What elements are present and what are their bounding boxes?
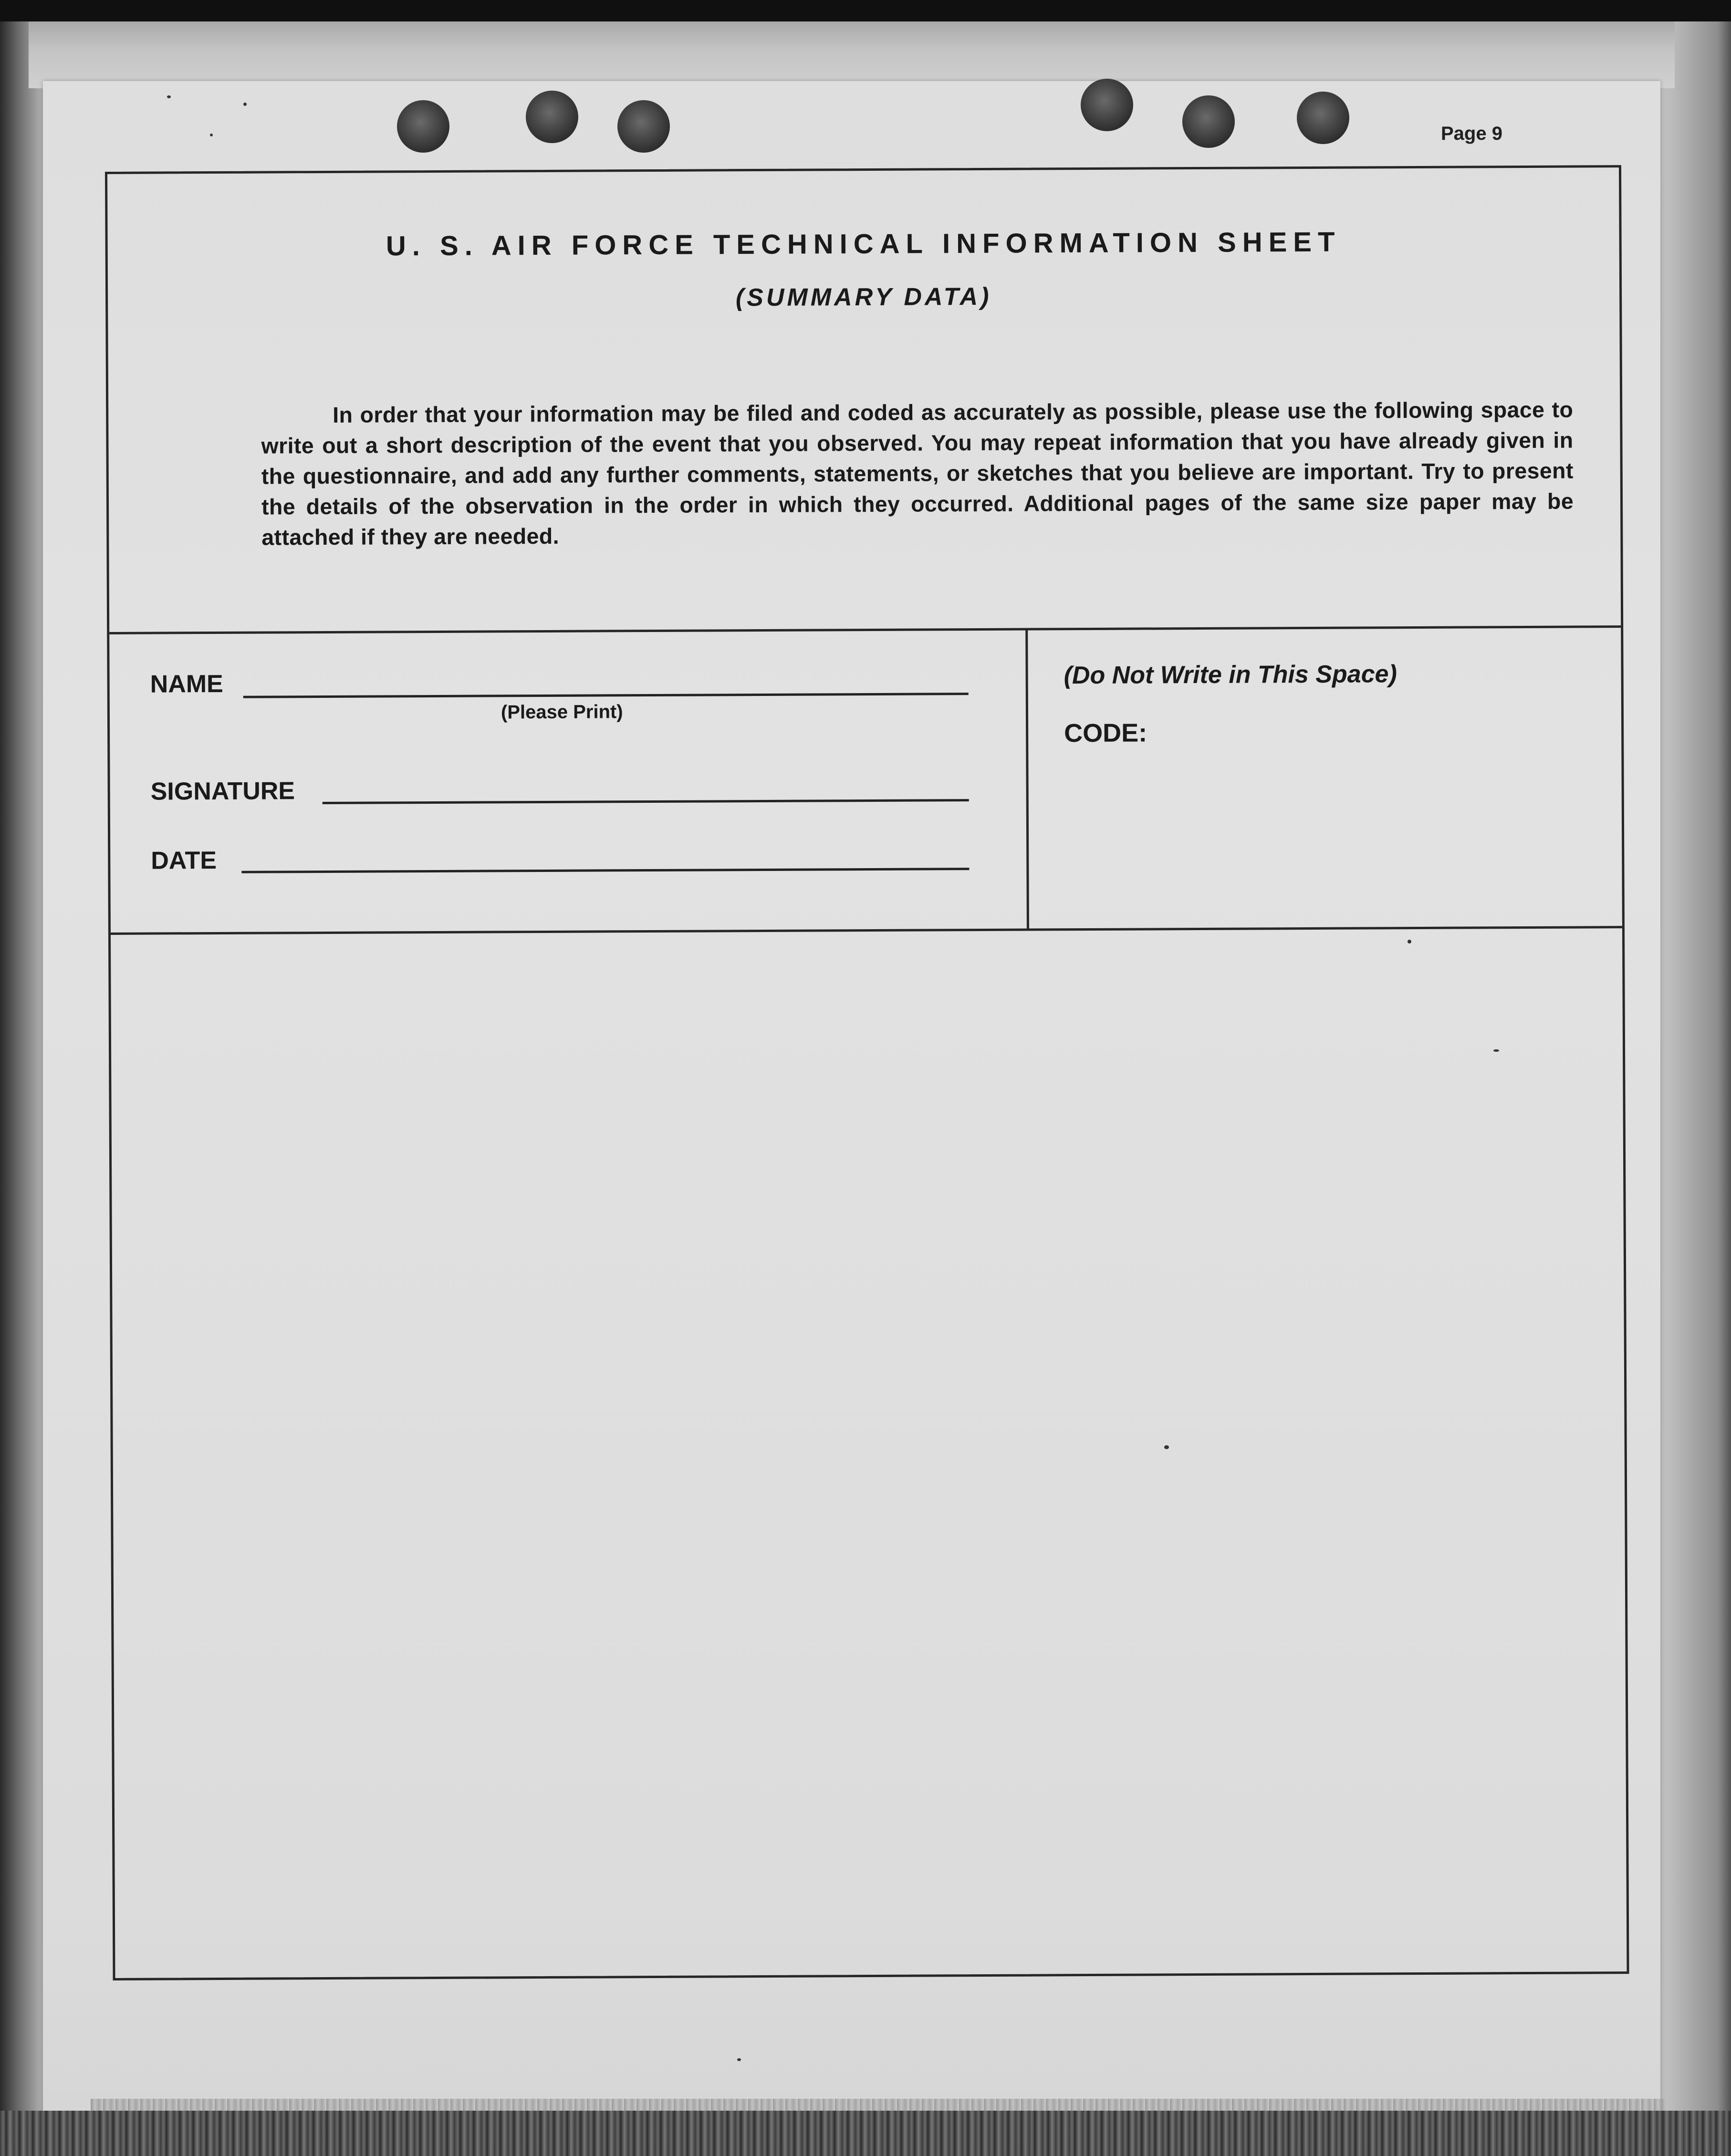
dust-speck bbox=[167, 95, 171, 98]
punch-hole bbox=[617, 100, 670, 153]
form-frame bbox=[105, 165, 1629, 1980]
film-edge-bottom bbox=[0, 2111, 1731, 2156]
name-print-hint: (Please Print) bbox=[501, 701, 623, 723]
dust-speck bbox=[243, 103, 247, 106]
office-use-note: (Do Not Write in This Space) bbox=[1064, 660, 1397, 690]
dust-speck bbox=[1493, 1049, 1499, 1052]
film-edge-top bbox=[0, 0, 1731, 24]
name-field[interactable] bbox=[243, 693, 969, 698]
punch-hole bbox=[397, 100, 449, 153]
section-divider bbox=[109, 625, 1621, 634]
dust-speck bbox=[1164, 1445, 1169, 1449]
dust-speck bbox=[737, 2058, 741, 2061]
form-title: U. S. AIR FORCE TECHNICAL INFORMATION SHEET bbox=[386, 226, 1341, 262]
punch-hole bbox=[526, 91, 578, 143]
form-subtitle: (SUMMARY DATA) bbox=[735, 282, 992, 312]
page-number: Page 9 bbox=[1441, 123, 1502, 144]
date-label: DATE bbox=[151, 846, 217, 875]
description-area[interactable] bbox=[111, 928, 1627, 1980]
backing-sheet-top bbox=[29, 21, 1675, 88]
column-divider bbox=[1025, 628, 1029, 929]
code-label: CODE: bbox=[1064, 718, 1147, 748]
dust-speck bbox=[210, 134, 213, 136]
punch-hole bbox=[1297, 92, 1349, 144]
name-label: NAME bbox=[150, 670, 223, 698]
instructions-paragraph: In order that your information may be filed and coded as accurately as possible, please use the following space to write out a short description of the event that you observed. You may repeat information that you have already given in the questionnaire, and add any further comments, statements, or sketches that you believe are important. Try to present the details of the observation in the order in which they occurred. Additional pages of the same size paper may be attached if they are needed. bbox=[261, 397, 1574, 550]
punch-hole bbox=[1182, 95, 1235, 148]
dust-speck bbox=[1408, 940, 1411, 943]
punch-hole bbox=[1081, 79, 1133, 131]
signature-label: SIGNATURE bbox=[150, 777, 295, 806]
signature-field[interactable] bbox=[323, 799, 969, 804]
date-field[interactable] bbox=[241, 868, 969, 873]
